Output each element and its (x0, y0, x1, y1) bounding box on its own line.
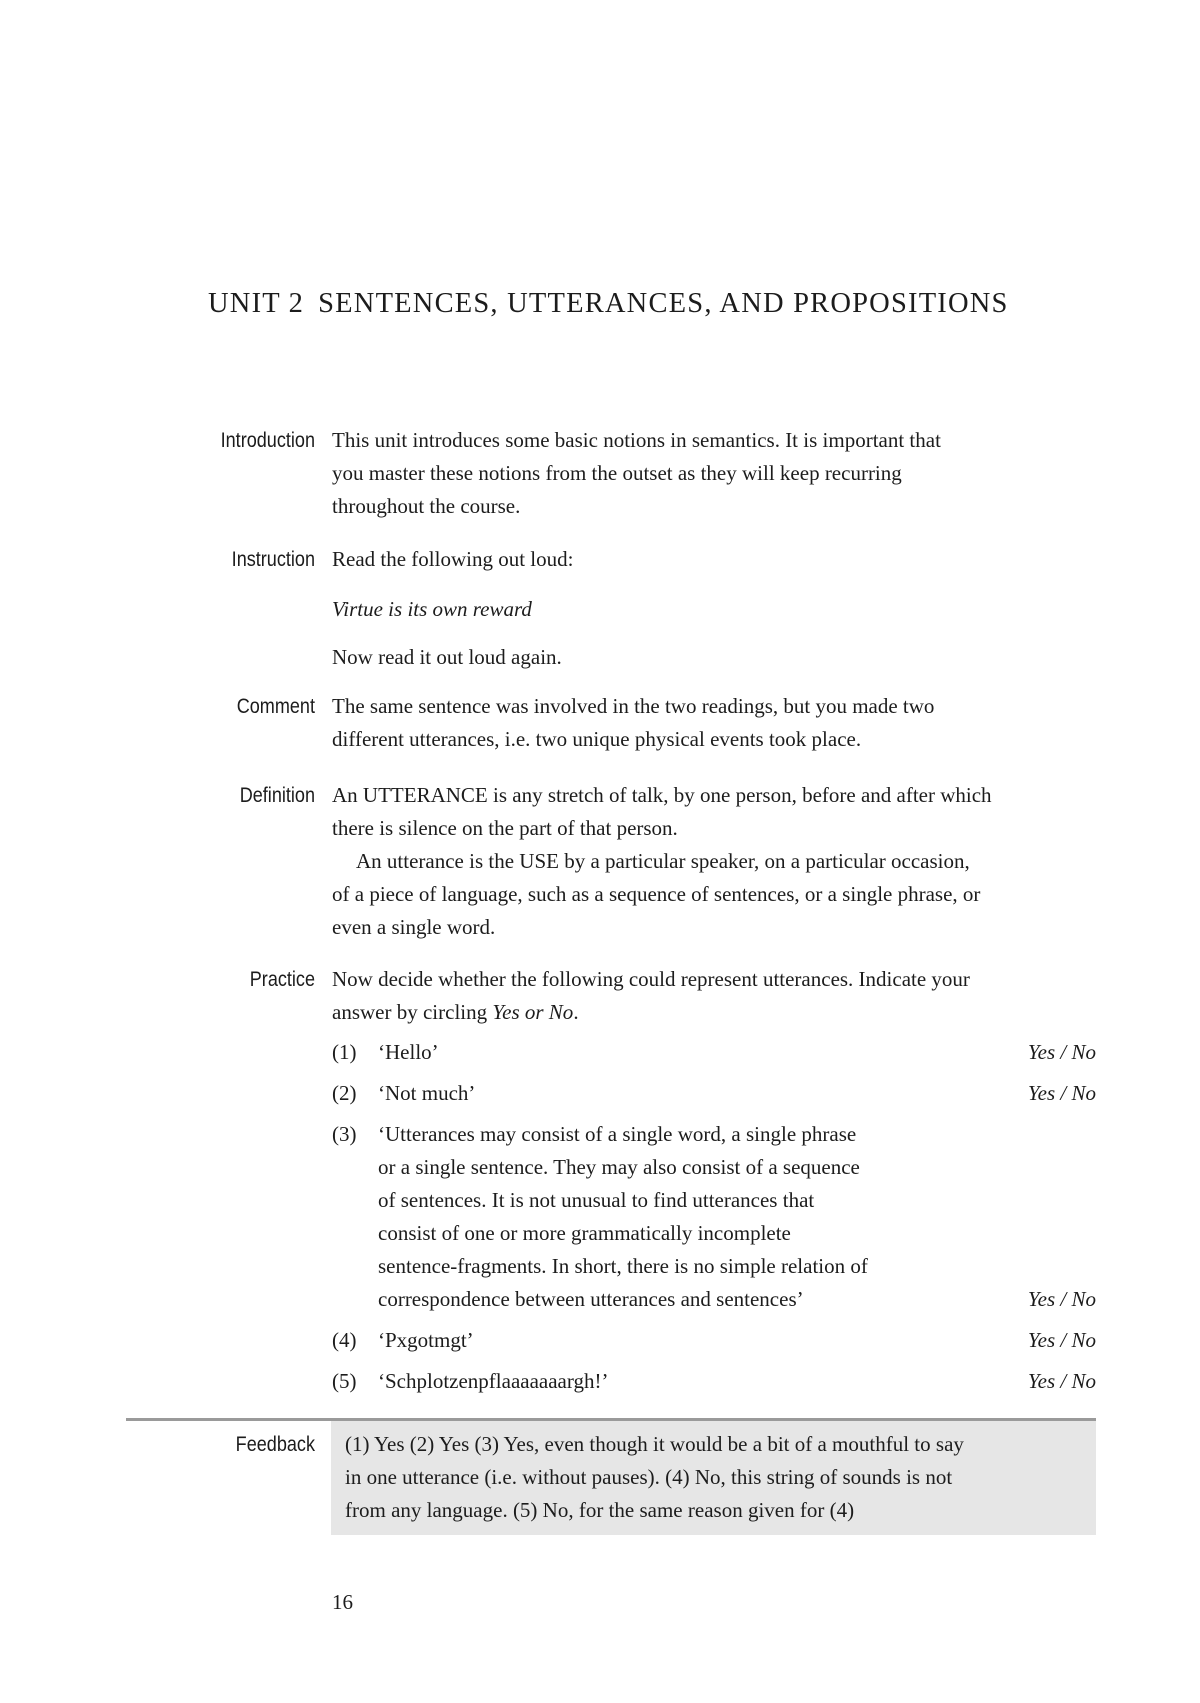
item-text-line: ‘Utterances may consist of a single word, a single phrase (378, 1122, 857, 1146)
unit-title-text: SENTENCES, UTTERANCES, AND PROPOSITIONS (318, 288, 1009, 319)
introduction-label: Introduction (220, 429, 315, 452)
item-text-line: consist of one or more grammatically incomplete (378, 1221, 791, 1245)
yes-no-choice[interactable]: Yes / No (1027, 1369, 1096, 1393)
item-text (378, 1118, 868, 1316)
instruction-line: Read the following out loud: (332, 547, 574, 571)
definition-text (332, 779, 1092, 944)
instruction-after (332, 641, 1092, 674)
feedback-line: from any language. (5) No, for the same reason given for (4) (345, 1498, 855, 1522)
item-text: ‘Not much’ (378, 1081, 476, 1105)
item-text: ‘Pxgotmgt’ (378, 1328, 474, 1352)
yes-no-choice[interactable]: Yes / No (1027, 1081, 1096, 1105)
introduction-text (332, 424, 1092, 523)
comment-text (332, 690, 1092, 756)
instruction-text (332, 543, 1092, 576)
practice-line (332, 996, 1092, 1029)
practice-line-prefix: answer by circling (332, 1000, 493, 1024)
feedback-text (345, 1428, 964, 1527)
item-text: ‘Schplotzenpflaaaaaaargh!’ (378, 1369, 609, 1393)
item-text-line: or a single sentence. They may also consist of a sequence (378, 1155, 860, 1179)
item-text-line: sentence-fragments. In short, there is no simple relation of (378, 1254, 868, 1278)
item-number: (4) (332, 1328, 357, 1352)
practice-line: Now decide whether the following could represent utterances. Indicate your (332, 967, 970, 991)
definition-line: even a single word. (332, 915, 496, 939)
practice-text (332, 963, 1092, 1029)
instruction-after-line: Now read it out loud again. (332, 645, 562, 669)
comment-line: The same sentence was involved in the two readings, but you made two (332, 694, 935, 718)
page-number: 16 (332, 1590, 353, 1614)
yes-no-choice[interactable]: Yes / No (1027, 1287, 1096, 1311)
practice-item-3 (332, 1118, 1096, 1316)
introduction-line: you master these notions from the outset as they will keep recurring (332, 461, 902, 485)
item-number: (5) (332, 1369, 357, 1393)
practice-line-emphasis: Yes or No (492, 1000, 574, 1024)
feedback-line: (1) Yes (2) Yes (3) Yes, even though it would be a bit of a mouthful to say (345, 1432, 964, 1456)
item-number: (2) (332, 1081, 357, 1105)
practice-label: Practice (249, 968, 315, 991)
unit-title (208, 288, 1009, 320)
definition-line: An utterance is the USE by a particular speaker, on a particular occasion, (356, 849, 970, 873)
item-text-line: of sentences. It is not unusual to find utterances that (378, 1188, 815, 1212)
item-text-line: correspondence between utterances and sentences’ (378, 1287, 804, 1311)
example-sentence: Virtue is its own reward (332, 597, 532, 621)
comment-line: different utterances, i.e. two unique physical events took place. (332, 727, 862, 751)
introduction-line: throughout the course. (332, 494, 521, 518)
unit-number: UNIT 2 (208, 288, 305, 319)
definition-line: An UTTERANCE is any stretch of talk, by one person, before and after which (332, 783, 992, 807)
definition-label: Definition (239, 784, 315, 807)
feedback-line: in one utterance (i.e. without pauses). (4) No, this string of sounds is not (345, 1465, 953, 1489)
feedback-label: Feedback (235, 1433, 315, 1456)
practice-line-suffix: . (573, 1000, 579, 1024)
item-number: (1) (332, 1040, 357, 1064)
definition-line: there is silence on the part of that person. (332, 816, 678, 840)
item-number: (3) (332, 1122, 357, 1146)
comment-label: Comment (236, 695, 315, 718)
yes-no-choice[interactable]: Yes / No (1027, 1040, 1096, 1064)
item-text: ‘Hello’ (378, 1040, 439, 1064)
definition-line: of a piece of language, such as a sequence of sentences, or a single phrase, or (332, 882, 981, 906)
yes-no-choice[interactable]: Yes / No (1027, 1328, 1096, 1352)
instruction-label: Instruction (231, 548, 315, 571)
introduction-line: This unit introduces some basic notions in semantics. It is important that (332, 428, 941, 452)
